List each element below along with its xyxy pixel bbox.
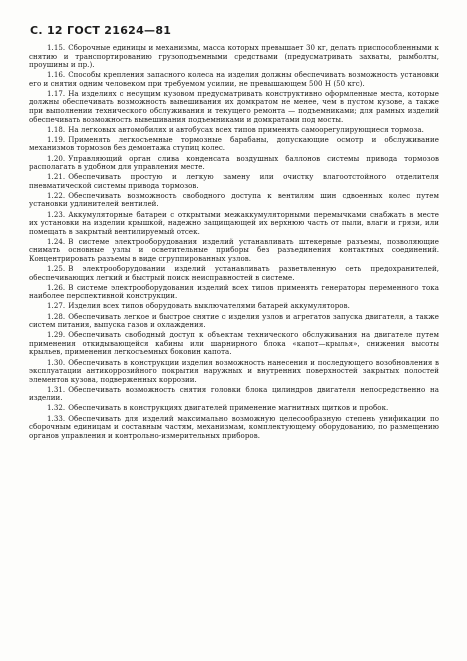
paragraph-number: 1.15. xyxy=(47,43,66,52)
paragraph-text: Обеспечивать возможность снятия головки блока цилиндров двигателя непосредственно на изделии. xyxy=(29,384,439,403)
paragraph-1-30 xyxy=(29,359,439,385)
paragraph-number: 1.19. xyxy=(47,134,66,144)
paragraph-1-16 xyxy=(29,71,439,88)
paragraph-number: 1.22. xyxy=(47,190,66,200)
paragraph-number: 1.29. xyxy=(47,330,66,340)
paragraph-text: Управляющий орган слива конденсата воздушных баллонов системы привода тормозов располагать в удобном для управления месте. xyxy=(29,153,439,172)
paragraph-1-15 xyxy=(29,44,439,70)
paragraph-1-31 xyxy=(29,386,439,403)
paragraph-text: Изделия всех типов оборудовать выключателями батарей аккумуляторов. xyxy=(68,301,350,311)
paragraph-1-32 xyxy=(29,404,439,413)
paragraph-number: 1.30. xyxy=(47,357,66,367)
paragraph-1-33 xyxy=(29,415,439,441)
paragraph-text: Обеспечивать возможность свободного доступа к вентилям шин сдвоенных колес путем установки удлинителей вентилей. xyxy=(29,190,439,209)
paragraph-number: 1.23. xyxy=(47,209,66,219)
paragraph-text: На изделиях с несущим кузовом предусматривать конструктивно оформленные места, которые должны обеспечивать возможность вывешивания их домкратом не менее, чем в пустом кузове, а также при выполнении технического обслуживания и текущего ремонта — подъемниками; для рамных изделий обеспечивать возможность вывешивания подъемниками и домкратами под мосты. xyxy=(29,88,439,124)
paragraph-text: Обеспечивать в конструкциях двигателей применение магнитных щитков и пробок. xyxy=(68,403,389,413)
paragraph-number: 1.18. xyxy=(47,124,66,134)
paragraph-text: На легковых автомобилях и автобусах всех типов применять самоорегулирующиеся тормоза. xyxy=(68,124,424,134)
paragraph-1-17 xyxy=(29,90,439,124)
paragraph-number: 1.17. xyxy=(47,88,66,98)
paragraph-1-24 xyxy=(29,238,439,264)
paragraph-number: 1.26. xyxy=(47,282,66,292)
paragraph-1-18 xyxy=(29,126,439,135)
paragraph-1-26 xyxy=(29,284,439,301)
paragraph-1-22 xyxy=(29,192,439,209)
document-body xyxy=(29,44,439,442)
paragraph-1-25 xyxy=(29,265,439,282)
paragraph-number: 1.20. xyxy=(47,153,66,163)
paragraph-number: 1.24. xyxy=(47,236,66,246)
paragraph-number: 1.16. xyxy=(47,70,66,80)
paragraph-text: Обеспечивать для изделий максимально возможную целесообразную степень унификации по сборочным единицам и составным частям, механизмам, комплектующему оборудованию, по размещению органов управления и контрольно-измерительных приборов. xyxy=(29,413,439,440)
paragraph-text: Обеспечивать простую и легкую замену или очистку влагоотстойного отделителя пневматической системы привода тормозов. xyxy=(29,172,439,190)
paragraph-text: Обеспечивать свободный доступ к объектам технического обслуживания на двигателе путем применения откидывающейся кабины или шарнирного блока «капот—крылья», снижения высоты крыльев, применения легкосъемных боковин капота. xyxy=(29,330,439,357)
paragraph-1-23 xyxy=(29,211,439,237)
paragraph-number: 1.33. xyxy=(47,413,66,423)
paragraph-text: Обеспечивать в конструкции изделия возможность нанесения и последующего возобновления в эксплуатации антикоррозийного покрытия наружных и внутренних поверхностей закрытых полостей элементов кузова, подверженных коррозии. xyxy=(29,357,439,384)
paragraph-1-29 xyxy=(29,331,439,357)
paragraph-1-21 xyxy=(29,173,439,190)
paragraph-number: 1.25. xyxy=(47,264,66,274)
paragraph-text: В системе электрооборудования изделий устанавливать штекерные разъемы, позволяющие снимать основные узлы и осветительные приборы без разъединения контактных соединений. Концентрировать разъемы в виде сгруппированных узлов. xyxy=(29,236,439,263)
paragraph-text: Способы крепления запасного колеса на изделия должны обеспечивать возможность установки его и снятия одним человеком при требуемом усилии, не превышающем 500 Н (50 кгс). xyxy=(29,70,439,88)
paragraph-number: 1.32. xyxy=(47,403,66,413)
paragraph-text: Применять легкосъемные тормозные барабаны, допускающие осмотр и обслуживание механизмов тормозов без демонтажа ступиц колес. xyxy=(29,134,439,153)
paragraph-text: Аккумуляторные батареи с открытыми межаккумуляторными перемычками снабжать в месте их установки на изделии крышкой, надежно защищающей их верхнюю часть от пыли, влаги и грязи, или помещать в закрытый вентилируемый отсек. xyxy=(29,209,439,236)
paragraph-number: 1.31. xyxy=(47,384,66,394)
paragraph-text: Обеспечивать легкое и быстрое снятие с изделия узлов и агрегатов запуска двигателя, а также систем питания, выпуска газов и охлаждения. xyxy=(29,311,439,330)
paragraph-1-27 xyxy=(29,302,439,311)
paragraph-text: Сборочные единицы и механизмы, масса которых превышает 30 кг, делать приспособленными к снятию и транспортированию грузоподъемными средствами (предусматривать захваты, рымболты, проушины и пр.). xyxy=(29,43,439,70)
paragraph-text: В системе электрооборудования изделий всех типов применять генераторы переменного тока наиболее перспективной конструкции. xyxy=(29,282,439,301)
paragraph-number: 1.21. xyxy=(47,172,66,182)
paragraph-number: 1.28. xyxy=(47,311,66,321)
paragraph-1-28 xyxy=(29,313,439,330)
page-header: С. 12 ГОСТ 21624—81 xyxy=(30,24,172,37)
paragraph-1-19 xyxy=(29,136,439,153)
paragraph-text: В электрооборудовании изделий устанавливать разветвленную сеть предохранителей, обеспечивающих легкий и быстрый поиск неисправностей в системе. xyxy=(29,264,439,282)
paragraph-1-20 xyxy=(29,155,439,172)
paragraph-number: 1.27. xyxy=(47,301,66,311)
